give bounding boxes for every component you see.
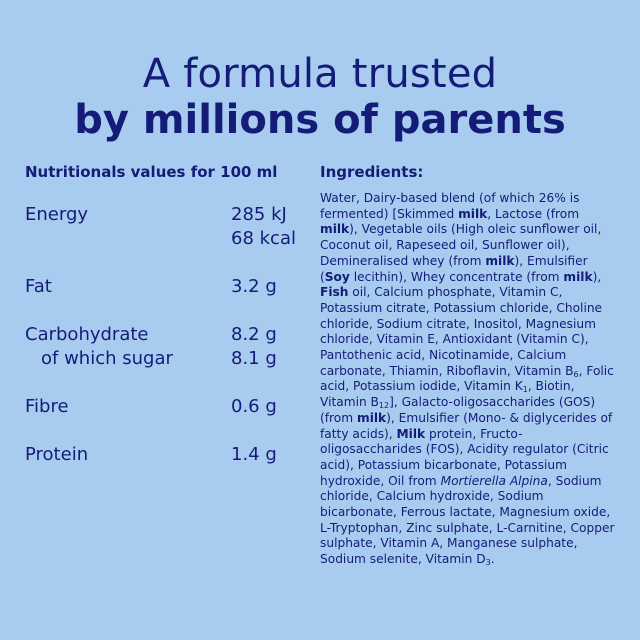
nutrition-row-energy — [25, 203, 305, 275]
ingredient-allergen: Milk — [396, 426, 426, 441]
ingredient-italic: Mortierella Alpina — [440, 473, 548, 488]
ingredient-allergen: milk — [458, 206, 488, 221]
ingredient-text-run: ), Emulsifier (Mono- & diglycerides of fatty acids), — [320, 410, 613, 441]
ingredient-text-run: ), Emulsifier ( — [320, 253, 588, 284]
ingredient-subscript: 12 — [378, 401, 390, 411]
ingredient-text-run: , Sodium chloride, Calcium hydroxide, Sodium bicarbonate, Ferrous lactate, Magnesium oxide, L-Tryptophan, Zinc sulphate, L-Carnitine, Copper sulphate, Vitamin A, Manganese sulphate, Sodium selenite, Vitamin D — [320, 473, 615, 567]
ingredient-text-run: Water, Dairy-based blend (of which 26% is fermented) [Skimmed — [320, 191, 580, 221]
nutrient-value: 0.6 g — [231, 396, 277, 417]
nutrient-value: 3.2 g — [231, 276, 277, 297]
nutrition-title: Nutritionals values for 100 ml — [25, 163, 278, 181]
ingredient-allergen: Soy — [324, 269, 350, 284]
nutrient-value: 1.4 g — [231, 444, 277, 465]
nutrition-row-fibre — [25, 395, 305, 443]
ingredients-text — [320, 191, 620, 568]
ingredient-text-run: , Folic acid, Potassium iodide, Vitamin K — [320, 363, 614, 394]
nutrient-name: Carbohydrate — [25, 324, 149, 345]
ingredient-subscript: 1 — [522, 385, 528, 395]
nutrient-name: Protein — [25, 444, 89, 465]
headline-line-2: by millions of parents — [74, 97, 566, 143]
ingredient-subscript: 3 — [485, 558, 491, 568]
ingredients-panel — [320, 163, 620, 568]
nutrition-row-fat — [25, 275, 305, 323]
ingredient-text-run: . — [490, 552, 495, 567]
nutrient-name: Fibre — [25, 396, 69, 417]
nutrient-value: 285 kJ — [231, 204, 287, 225]
ingredient-text-run: lecithin), Whey concentrate (from — [349, 269, 564, 284]
ingredient-text-run: , Lactose (from — [487, 206, 580, 221]
ingredient-text-run: ), — [592, 269, 602, 284]
ingredient-text-run: ], Galacto-oligosaccharides (GOS) (from — [320, 395, 596, 425]
nutrient-subname: of which sugar — [41, 348, 173, 369]
ingredient-text-run: protein, Fructo-oligosaccharides (FOS), Acidity regulator (Citric acid), Potassium bicarbonate, Potassium hydroxide, Oil from — [320, 426, 609, 488]
nutrition-row-carbohydrate — [25, 323, 305, 395]
nutrient-value-secondary: 68 kcal — [231, 228, 296, 249]
ingredient-subscript: 6 — [573, 369, 579, 379]
nutrient-value: 8.2 g — [231, 324, 277, 345]
ingredient-allergen: Fish — [320, 285, 349, 300]
nutrient-subvalue: 8.1 g — [231, 348, 277, 369]
nutrition-row-protein — [25, 443, 305, 491]
ingredients-title: Ingredients: — [320, 163, 424, 181]
ingredient-allergen: milk — [357, 410, 387, 425]
ingredient-text-run: ), Vegetable oils (High oleic sunflower oil, Coconut oil, Rapeseed oil, Sunflower oil), Demineralised whey (from — [320, 222, 602, 268]
ingredient-text-run: oil, Calcium phosphate, Vitamin C, Potassium citrate, Potassium chloride, Choline chloride, Sodium citrate, Inositol, Magnesium chloride, Vitamin E, Antioxidant (Vitamin C), Pantothenic acid, Nicotinamide, Calcium carbonate, Thiamin, Riboflavin, Vitamin B — [320, 285, 603, 378]
ingredient-allergen: milk — [563, 269, 593, 284]
headline-line-1: A formula trusted — [142, 51, 498, 97]
nutrient-name: Fat — [25, 276, 52, 297]
headline — [0, 52, 640, 144]
nutrient-name: Energy — [25, 204, 89, 225]
ingredient-allergen: milk — [485, 253, 515, 268]
nutrition-table — [25, 163, 305, 491]
ingredient-text-run: , Biotin, Vitamin B — [320, 379, 575, 410]
ingredient-allergen: milk — [320, 222, 350, 237]
